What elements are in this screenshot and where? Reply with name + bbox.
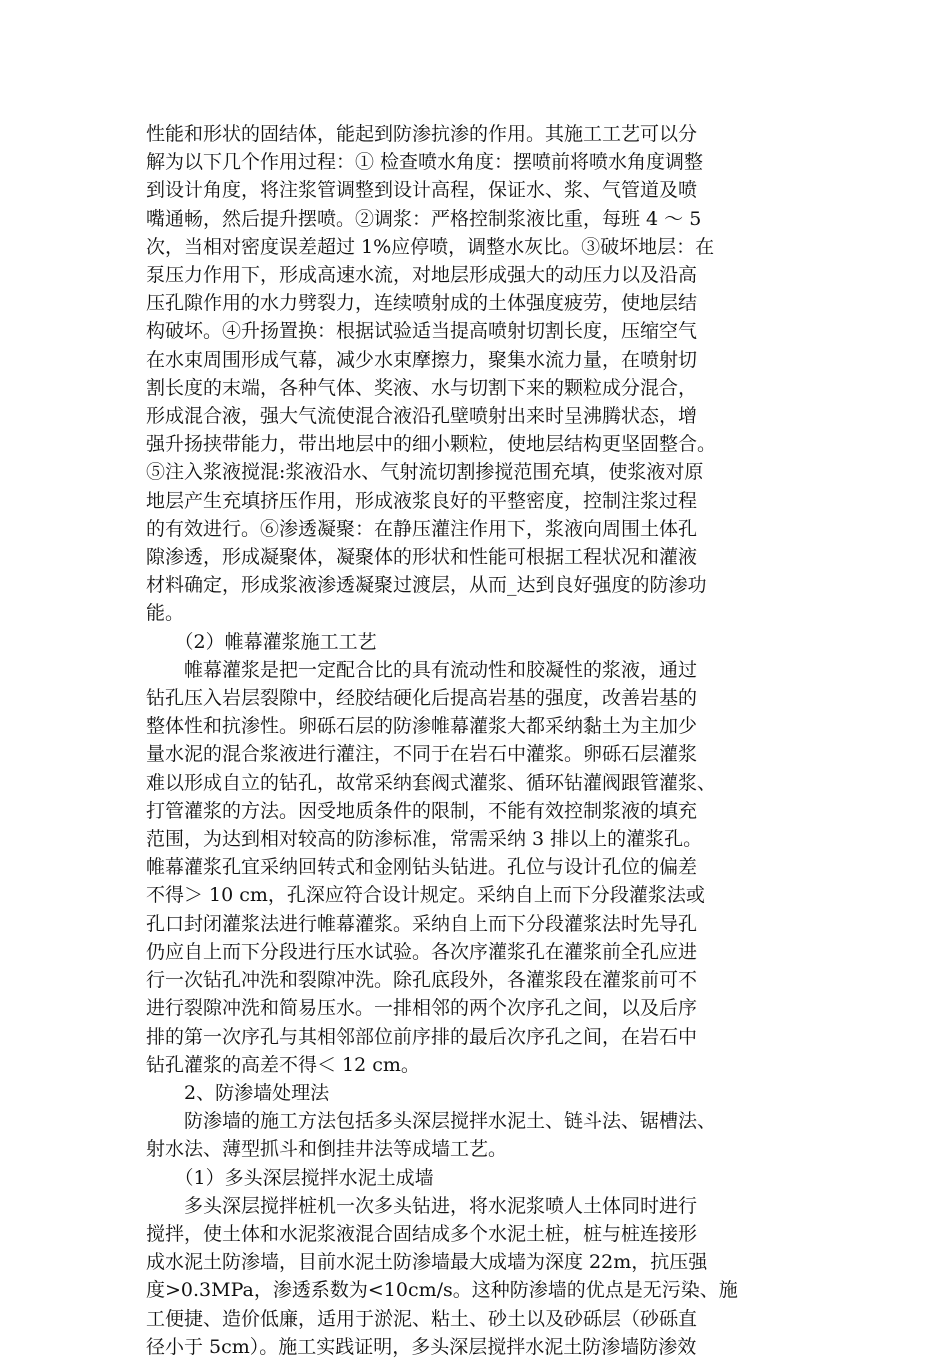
text-line: 能。 bbox=[146, 602, 185, 625]
text-line: 隙渗透，形成凝聚体，凝聚体的形状和性能可根据工程状况和灌液 bbox=[146, 546, 698, 569]
body-paragraph bbox=[146, 120, 810, 628]
text-line: 材料确定，形成浆液渗透凝聚过渡层，从而_达到良好强度的防渗功 bbox=[146, 574, 707, 597]
text-line: 到设计角度，将注浆管调整到设计高程，保证水、浆、气管道及喷 bbox=[146, 179, 698, 202]
text-line: （2）帷幕灌浆施工工艺 bbox=[146, 630, 377, 653]
text-line: 地层产生充填挤压作用，形成液浆良好的平整密度，控制注浆过程 bbox=[146, 489, 698, 512]
text-line: 2、防渗墙处理法 bbox=[146, 1081, 330, 1104]
text-line: 不得＞ 10 cm，孔深应符合设计规定。采纳自上而下分段灌浆法或 bbox=[146, 884, 705, 907]
text-line: 帷幕灌浆孔宜采纳回转式和金刚钻头钻进。孔位与设计孔位的偏差 bbox=[146, 856, 698, 879]
text-line: 解为以下几个作用过程：① 检查喷水角度：摆喷前将喷水角度调整 bbox=[146, 151, 704, 174]
section-heading bbox=[146, 628, 810, 656]
text-line: 钻孔灌浆的高差不得＜ 12 cm。 bbox=[146, 1053, 420, 1076]
document-page bbox=[146, 120, 810, 1361]
section-heading bbox=[146, 1164, 810, 1192]
text-line: 强升扬挟带能力，带出地层中的细小颗粒，使地层结构更坚固整合。 bbox=[146, 433, 717, 456]
text-line: 度>0.3MPa，渗透系数为<10cm/s。这种防渗墙的优点是无污染、施 bbox=[146, 1279, 738, 1302]
text-line: 整体性和抗渗性。卵砾石层的防渗帷幕灌浆大都采纳黏土为主加少 bbox=[146, 715, 698, 738]
text-line: 难以形成自立的钻孔，故常采纳套阀式灌浆、循环钻灌阀跟管灌浆、 bbox=[146, 771, 717, 794]
text-line: 行一次钻孔冲洗和裂隙冲洗。除孔底段外，各灌浆段在灌浆前可不 bbox=[146, 969, 698, 992]
text-line: 仍应自上而下分段进行压水试验。各次序灌浆孔在灌浆前全孔应进 bbox=[146, 940, 698, 963]
text-line: ⑤注入浆液搅混:浆液沿水、气射流切割掺搅范围充填，使浆液对原 bbox=[146, 461, 704, 484]
text-line: 性能和形状的固结体，能起到防渗抗渗的作用。其施工工艺可以分 bbox=[146, 123, 698, 145]
text-line: 构破坏。④升扬置换：根据试验适当提高喷射切割长度，压缩空气 bbox=[146, 320, 698, 343]
text-line: 进行裂隙冲洗和简易压水。一排相邻的两个次序孔之间，以及后序 bbox=[146, 997, 698, 1020]
text-line: 在水束周围形成气幕，减少水束摩擦力，聚集水流力量，在喷射切 bbox=[146, 348, 698, 371]
section-heading bbox=[146, 1079, 810, 1107]
text-line: 范围，为达到相对较高的防渗标准，常需采纳 3 排以上的灌浆孔。 bbox=[146, 828, 703, 851]
text-line: 钻孔压入岩层裂隙中，经胶结硬化后提高岩基的强度，改善岩基的 bbox=[146, 687, 698, 710]
text-line: 压孔隙作用的水力劈裂力，连续喷射成的土体强度疲劳，使地层结 bbox=[146, 292, 698, 315]
text-line: 泵压力作用下，形成高速水流，对地层形成强大的动压力以及沿高 bbox=[146, 264, 698, 287]
text-line: 多头深层搅拌桩机一次多头钻进，将水泥浆喷人土体同时进行 bbox=[146, 1194, 698, 1217]
text-line: 形成混合液，强大气流使混合液沿孔壁喷射出来时呈沸腾状态，增 bbox=[146, 405, 698, 428]
text-line: 搅拌，使土体和水泥浆液混合固结成多个水泥土桩，桩与桩连接形 bbox=[146, 1222, 698, 1245]
text-line: 防渗墙的施工方法包括多头深层搅拌水泥土、链斗法、锯槽法、 bbox=[146, 1110, 717, 1133]
text-line: 成水泥土防渗墙，目前水泥土防渗墙最大成墙为深度 22m，抗压强 bbox=[146, 1251, 708, 1274]
body-paragraph bbox=[146, 1192, 810, 1361]
text-line: 的有效进行。⑥渗透凝聚：在静压灌注作用下，浆液向周围土体孔 bbox=[146, 517, 698, 540]
text-line: 割长度的末端，各种气体、奖液、水与切割下来的颗粒成分混合， bbox=[146, 376, 698, 399]
text-line: （1）多头深层搅拌水泥土成墙 bbox=[146, 1166, 434, 1189]
text-line: 量水泥的混合浆液进行灌注，不同于在岩石中灌浆。卵砾石层灌浆 bbox=[146, 743, 698, 766]
text-line: 排的第一次序孔与其相邻部位前序排的最后次序孔之间，在岩石中 bbox=[146, 1025, 698, 1048]
body-paragraph bbox=[146, 656, 810, 1079]
text-line: 射水法、薄型抓斗和倒挂井法等成墙工艺。 bbox=[146, 1138, 508, 1161]
text-line: 孔口封闭灌浆法进行帷幕灌浆。采纳自上而下分段灌浆法时先导孔 bbox=[146, 912, 698, 935]
text-line: 工便捷、造价低廉，适用于淤泥、粘土、砂土以及砂砾层（砂砾直 bbox=[146, 1307, 698, 1330]
text-line: 打管灌浆的方法。因受地质条件的限制，不能有效控制浆液的填充 bbox=[146, 799, 698, 822]
text-line: 帷幕灌浆是把一定配合比的具有流动性和胶凝性的浆液，通过 bbox=[146, 658, 698, 681]
text-line: 次，当相对密度误差超过 1%应停喷，调整水灰比。③破坏地层：在 bbox=[146, 235, 715, 258]
text-line: 径小于 5cm）。施工实践证明，多头深层搅拌水泥土防渗墙防渗效 bbox=[146, 1335, 697, 1358]
text-line: 嘴通畅，然后提升摆喷。②调浆：严格控制浆液比重，每班 4 ～ 5 bbox=[146, 207, 702, 230]
body-paragraph bbox=[146, 1107, 810, 1163]
